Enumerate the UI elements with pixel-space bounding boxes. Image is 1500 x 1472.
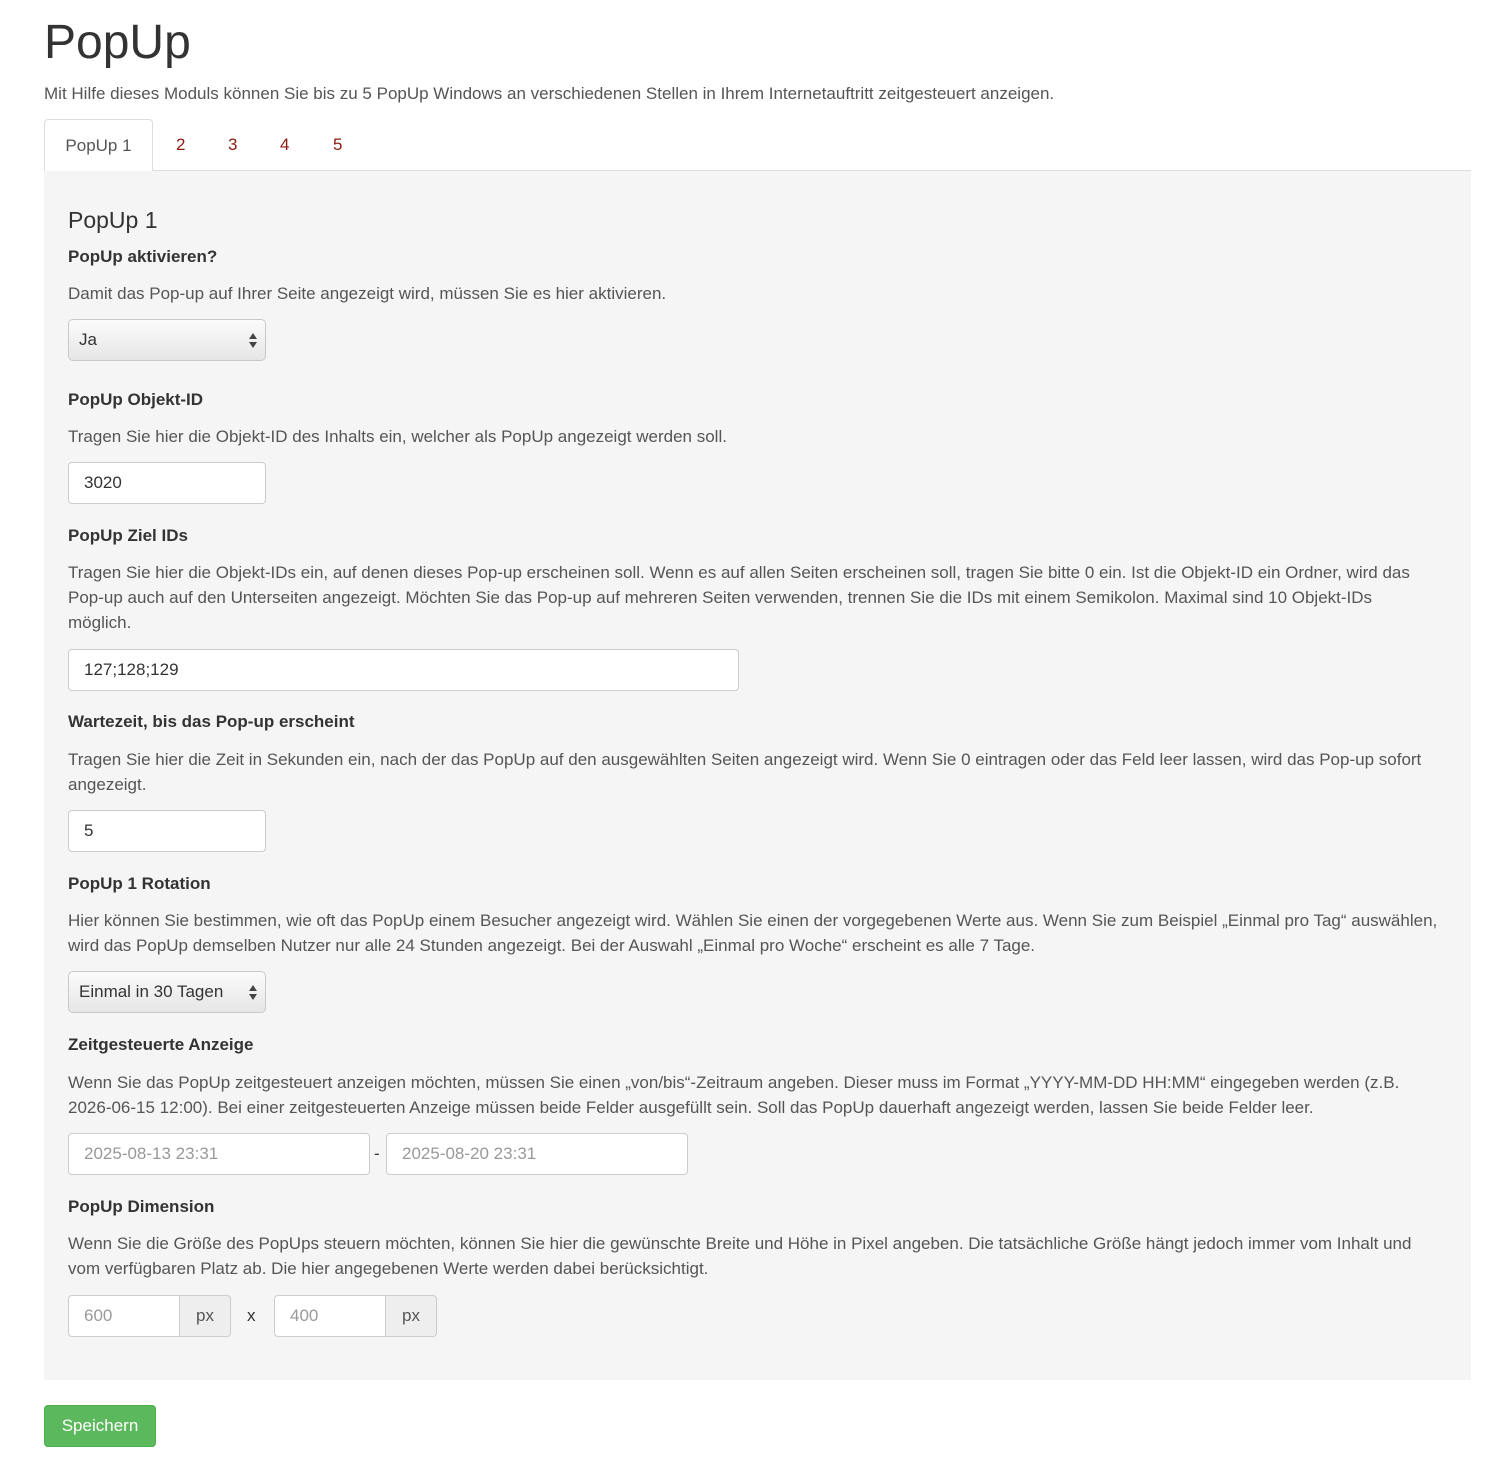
- save-button[interactable]: Speichern: [44, 1405, 156, 1447]
- dimension-help: Wenn Sie die Größe des PopUps steuern möchten, können Sie hier die gewünschte Breite und Höhe in Pixel angeben. Die tatsächliche Größe hängt jedoch immer vom Inhalt und vom verfügbaren Platz ab. Die hier angegebenen Werte werden dabei berücksichtigt.: [68, 1234, 1412, 1278]
- rotation-select[interactable]: [68, 971, 266, 1013]
- select-arrows-icon: [249, 984, 257, 1002]
- schedule-to-input[interactable]: [386, 1133, 688, 1175]
- object-id-label: PopUp Objekt-ID: [68, 390, 204, 409]
- select-arrows-icon: [249, 332, 257, 350]
- dimension-separator: x: [247, 1306, 256, 1325]
- rotation-label: PopUp 1 Rotation: [68, 874, 211, 893]
- schedule-label: Zeitgesteuerte Anzeige: [68, 1035, 254, 1054]
- tab-popup-2[interactable]: 2: [176, 135, 186, 154]
- delay-help: Tragen Sie hier die Zeit in Sekunden ein, nach der das PopUp auf den ausgewählten Seiten angezeigt wird. Wenn Sie 0 eintragen oder das Feld leer lassen, wird das Pop-up sofort angezeigt.: [68, 750, 1422, 794]
- height-unit-addon: px: [386, 1295, 437, 1337]
- tab-popup-3[interactable]: 3: [228, 135, 238, 154]
- dimension-width-input[interactable]: [68, 1295, 180, 1337]
- target-ids-help: Tragen Sie hier die Objekt-IDs ein, auf denen dieses Pop-up erscheinen soll. Wenn es auf allen Seiten erscheinen soll, tragen Sie bitte 0 ein. Ist die Objekt-ID ein Ordner, wird das Pop-up auch auf den Unterseiten angezeigt. Möchten Sie das Pop-up auf mehreren Seiten verwenden, trennen Sie die IDs mit einem Semikolon. Maximal sind 10 Objekt-IDs möglich.: [68, 563, 1410, 632]
- schedule-separator: -: [374, 1144, 380, 1163]
- schedule-help: Wenn Sie das PopUp zeitgesteuert anzeigen möchten, müssen Sie einen „von/bis“-Zeitraum angeben. Dieser muss im Format „YYYY-MM-DD HH:MM“ eingegeben werden (z.B. 2026-06-15 12:00). Bei einer zeitgesteuerten Anzeige müssen beide Felder ausgefüllt sein. Soll das PopUp dauerhaft angezeigt werden, lassen Sie beide Felder leer.: [68, 1073, 1400, 1117]
- target-ids-label: PopUp Ziel IDs: [68, 526, 188, 545]
- tab-popup-1[interactable]: PopUp 1: [44, 119, 153, 172]
- rotation-help: Hier können Sie bestimmen, wie oft das PopUp einem Besucher angezeigt wird. Wählen Sie einen der vorgegebenen Werte aus. Wenn Sie zum Beispiel „Einmal pro Tag“ auswählen, wird das PopUp demselben Nutzer nur alle 24 Stunden angezeigt. Bei der Auswahl „Einmal pro Woche“ erscheint es alle 7 Tage.: [68, 911, 1438, 955]
- target-ids-input[interactable]: [68, 649, 739, 691]
- dimension-label: PopUp Dimension: [68, 1197, 215, 1216]
- rotation-select-value: Einmal in 30 Tagen: [79, 982, 224, 1001]
- width-unit-addon: px: [180, 1295, 231, 1337]
- page-intro: Mit Hilfe dieses Moduls können Sie bis zu 5 PopUp Windows an verschiedenen Stellen in Ihrem Internetauftritt zeitgesteuert anzeigen.: [44, 84, 1055, 103]
- dimension-height-input[interactable]: [274, 1295, 386, 1337]
- activate-select[interactable]: [68, 319, 266, 361]
- object-id-input[interactable]: [68, 462, 266, 504]
- activate-label: PopUp aktivieren?: [68, 247, 218, 266]
- tab-popup-5[interactable]: 5: [333, 135, 343, 154]
- object-id-help: Tragen Sie hier die Objekt-ID des Inhalts ein, welcher als PopUp angezeigt werden soll.: [68, 427, 727, 446]
- popup-tabs: [44, 119, 1471, 171]
- delay-input[interactable]: [68, 810, 266, 852]
- delay-label: Wartezeit, bis das Pop-up erscheint: [68, 712, 355, 731]
- activate-select-value: Ja: [79, 330, 97, 349]
- activate-help: Damit das Pop-up auf Ihrer Seite angezeigt wird, müssen Sie es hier aktivieren.: [68, 284, 667, 303]
- panel-title: PopUp 1: [68, 207, 158, 233]
- popup-settings-panel: [44, 171, 1471, 1380]
- schedule-from-input[interactable]: [68, 1133, 370, 1175]
- tab-popup-4[interactable]: 4: [280, 135, 290, 154]
- page-title: PopUp: [44, 16, 191, 69]
